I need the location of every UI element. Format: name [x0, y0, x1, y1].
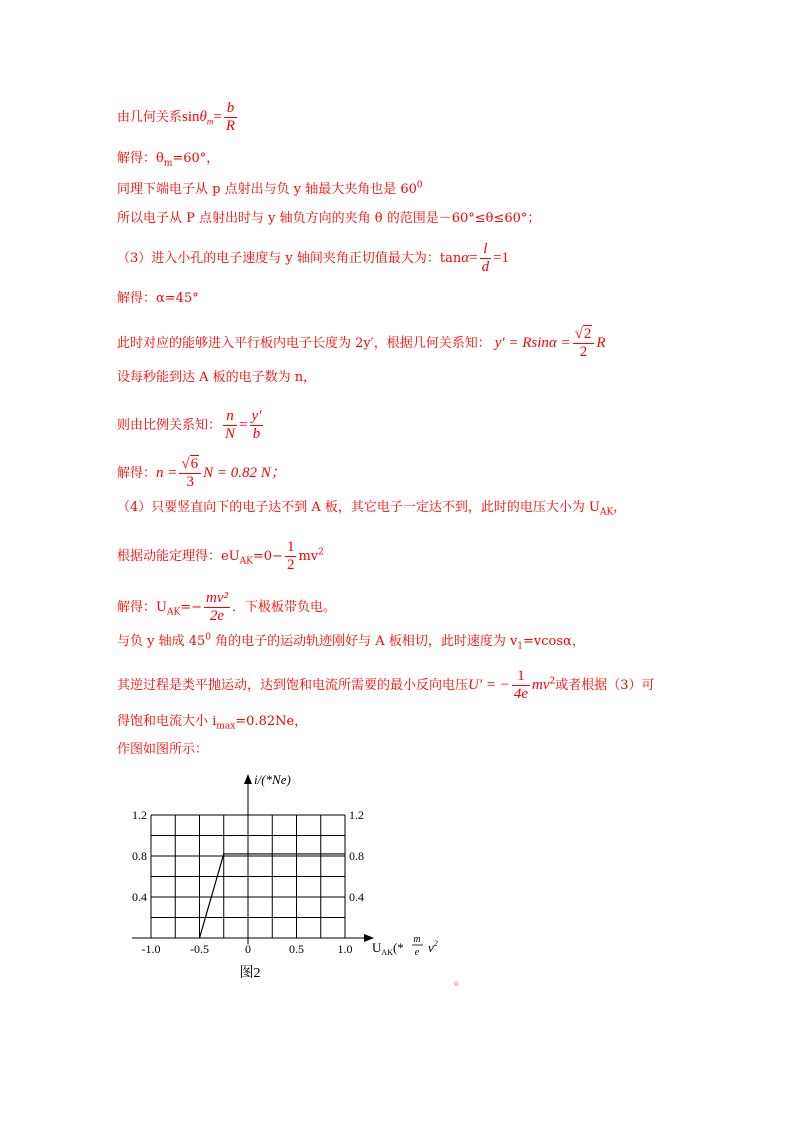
root: 2 — [583, 326, 592, 342]
y-tick-label-left: 0.4 — [132, 890, 147, 904]
trailing-period: 。 — [454, 973, 467, 987]
tail: N = 0.82 N； — [203, 465, 286, 481]
mv2-over-2e-fraction — [204, 590, 230, 625]
sub: AK — [166, 607, 181, 618]
text: 由几何关系 — [117, 110, 183, 125]
figure-caption: 图2 — [239, 966, 261, 981]
c: mv — [298, 549, 319, 564]
num1: n — [223, 408, 237, 426]
geometry-relation-line — [117, 100, 239, 135]
eq: = — [239, 417, 248, 433]
theta-symbol: θ — [199, 109, 207, 125]
b-over-r-fraction — [224, 100, 237, 135]
den: 2 — [286, 557, 295, 573]
n-result-line — [117, 456, 286, 491]
y-tick-label-left: 1.2 — [132, 808, 147, 822]
b: =0− — [252, 549, 283, 564]
a: （3）进入小孔的电子速度与 y 轴间夹角正切值最大为：tan — [117, 251, 462, 266]
voltage-result-line — [117, 590, 336, 625]
sup: 0 — [416, 180, 423, 191]
den: d — [481, 259, 490, 275]
current-voltage-chart — [110, 762, 470, 992]
math1: n = — [156, 465, 178, 481]
math: y′ = Rsinα = — [494, 335, 571, 351]
num: b — [224, 100, 237, 118]
y-axis-label: i/(*Ne) — [254, 772, 291, 787]
b: 角的电子的运动轨迹刚好与 A 板相切，此时速度为 v — [211, 634, 518, 649]
y-tick-label-left: 0.8 — [132, 849, 147, 863]
a: 同理下端电子从 p 点射出与负 y 轴最大夹角也是 60 — [117, 182, 417, 197]
root: 6 — [190, 456, 199, 472]
sub: AK — [239, 556, 253, 567]
x-tick-label: 0 — [245, 942, 251, 956]
a: 解得：θ — [117, 151, 164, 166]
text: 设每秒能到达 A 板的电子数为 n， — [117, 370, 317, 385]
sup: 0 — [205, 632, 212, 643]
x-axis-label-unit-num: m — [413, 934, 421, 945]
x-axis-label-tail — [428, 939, 438, 955]
electron-count-line — [117, 368, 316, 388]
eq: = — [213, 109, 222, 125]
a: 得饱和电流大小 i — [117, 714, 217, 729]
alpha-result-line — [117, 289, 199, 309]
text: 作图如图所示： — [117, 742, 209, 757]
x-tick-label: 1.0 — [337, 942, 353, 956]
text: 解得：α=45° — [117, 291, 199, 306]
a: 解得： — [117, 466, 157, 481]
c: mv — [532, 677, 550, 693]
x-tick-label: -0.5 — [190, 942, 209, 956]
alpha: α — [461, 250, 470, 266]
x-axis-label — [372, 934, 438, 958]
den2: b — [252, 426, 261, 442]
math: U′ = − — [468, 677, 510, 693]
saturation-current-line — [117, 712, 307, 732]
y-over-b-fraction — [250, 408, 264, 443]
sqrt2-over-2-fraction: $\frac{√2}{2}$ — [573, 326, 595, 361]
den1: N — [225, 426, 236, 442]
y-tick-label-right: 0.4 — [349, 890, 364, 904]
n-over-big-n-fraction — [223, 408, 237, 443]
x-axis-label-sub: AK — [381, 948, 393, 957]
b: =− — [180, 600, 202, 615]
a: 与负 y 轴成 45 — [117, 634, 206, 649]
x-axis-label-main: U — [372, 940, 382, 955]
y-tick-label-right: 1.2 — [349, 808, 364, 822]
a: （4）只要竖直向下的电子达不到 A 板，其它电子一定达不到，此时的电压大小为 U — [117, 500, 601, 515]
sub: max — [216, 721, 236, 732]
y-axis-arrow-icon — [244, 774, 252, 784]
x-tick-label: -1.0 — [141, 942, 161, 956]
a: 则由比例关系知： — [117, 418, 222, 433]
sin-text: sin — [182, 109, 200, 125]
sub: AK — [600, 507, 614, 518]
sub: m — [206, 116, 214, 127]
eq: = — [469, 250, 478, 266]
den: 2 — [579, 344, 588, 360]
one-over-4e-fraction — [512, 668, 530, 703]
c: ．下极板带负电。 — [232, 600, 337, 615]
angle-range-line — [117, 209, 540, 229]
tangent-max-line — [117, 241, 509, 276]
x-axis-label-unit-open: (* — [392, 940, 404, 955]
a: 解得：U — [117, 600, 167, 615]
l-over-d-fraction — [480, 241, 492, 276]
den: R — [225, 118, 236, 134]
num: 1 — [286, 539, 295, 555]
vertical-electron-line — [117, 498, 626, 518]
text: 所以电子从 P 点射出时与 y 轴负方向的夹角 θ 的范围是－60°≤θ≤60°； — [117, 211, 541, 226]
den: 4e — [513, 686, 529, 702]
den: 2e — [209, 608, 225, 624]
a: 其逆过程是类平抛运动，达到饱和电流所需要的最小反向电压 — [117, 678, 469, 693]
num: l — [480, 241, 492, 259]
sqrt6-over-3-fraction: $\frac{√6}{3}$ — [179, 456, 201, 491]
theta-m-result-line — [117, 149, 219, 169]
num: mv² — [206, 590, 228, 606]
proportion-line — [117, 408, 265, 443]
b: =0.82Ne， — [235, 714, 308, 729]
x-axis-label-text — [372, 940, 404, 957]
x-axis-label-unit-sup: 2 — [433, 939, 438, 948]
a: 根据动能定理得：eU — [117, 549, 240, 564]
den: 3 — [186, 474, 194, 490]
tangent-trajectory-line — [117, 632, 585, 652]
sup: 2 — [549, 676, 556, 687]
a: 此时对应的能够进入平行板内电子长度为 2y′，根据几何关系知： — [117, 336, 491, 351]
x-tick-label: 0.5 — [289, 942, 304, 956]
reverse-process-line — [117, 668, 655, 703]
d: 或者根据（3）可 — [555, 678, 655, 693]
sub: 1 — [517, 641, 524, 652]
c: =vcosα， — [523, 634, 585, 649]
y-tick-label-right: 0.8 — [349, 849, 364, 863]
plot-intro-line — [117, 740, 208, 760]
kinetic-energy-theorem-line — [117, 539, 324, 574]
one-half-fraction — [285, 539, 297, 574]
sup: 2 — [318, 547, 324, 558]
x-axis-label-unit-tail: v — [428, 940, 434, 955]
b: ， — [613, 500, 627, 515]
num: 1 — [512, 668, 530, 686]
num2: y′ — [251, 408, 262, 424]
x-axis-label-unit-den: e — [414, 947, 420, 958]
electron-length-line — [117, 326, 606, 361]
tail: R — [596, 335, 606, 351]
b: =60°， — [172, 151, 220, 166]
lower-end-angle-line — [117, 180, 423, 200]
sub: m — [163, 158, 173, 169]
tail: =1 — [493, 250, 510, 266]
